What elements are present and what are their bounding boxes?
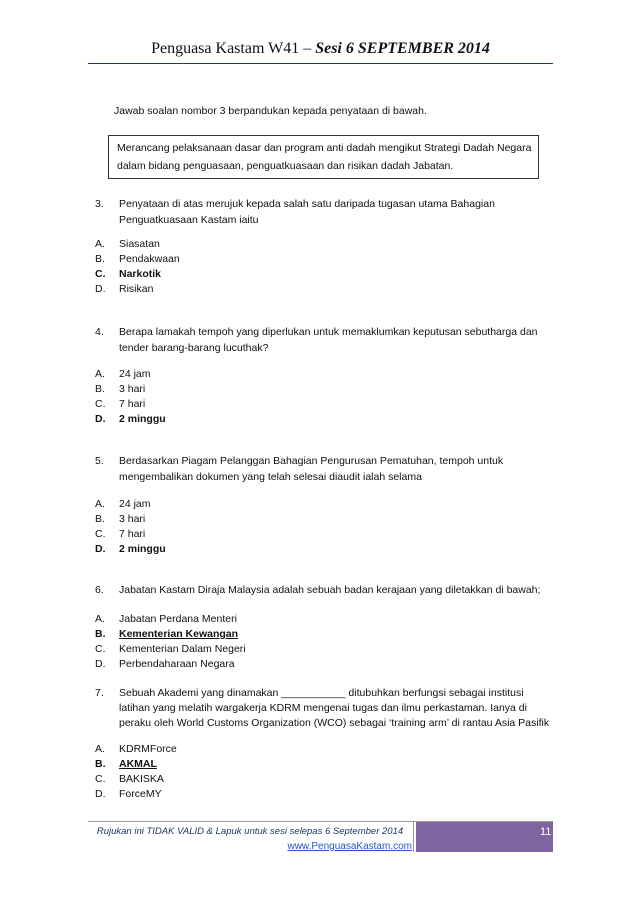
option-a — [95, 743, 177, 756]
option-text: 7 hari — [119, 528, 146, 540]
option-text: 24 jam — [119, 368, 151, 380]
option-b-answer — [95, 628, 238, 641]
page-number-box — [416, 822, 553, 852]
option-c — [95, 643, 246, 656]
page-header — [88, 40, 553, 58]
option-d-answer — [95, 413, 166, 426]
question-number: 5. — [95, 455, 104, 467]
footer-website-link[interactable]: www.PenguasaKastam.com — [287, 841, 412, 852]
option-letter: C. — [95, 643, 106, 655]
question-line: Berdasarkan Piagam Pelanggan Bahagian Pengurusan Pematuhan, tempoh untuk — [119, 455, 504, 467]
option-c — [95, 398, 145, 411]
footer-disclaimer: Rujukan ini TIDAK VALID & Lapuk untuk sesi selepas 6 September 2014 — [96, 826, 404, 837]
option-text: 2 minggu — [119, 413, 166, 425]
option-letter: A. — [95, 743, 105, 755]
option-text: Narkotik — [119, 268, 162, 280]
option-text: Siasatan — [119, 238, 160, 250]
option-text: 3 hari — [119, 383, 146, 395]
option-b — [95, 383, 145, 396]
option-d — [95, 283, 153, 296]
option-letter: A. — [95, 238, 105, 250]
question-line: latihan yang melatih wargakerja KDRM mengenai tugas dan ilmu perkastaman. Ianya di — [119, 702, 527, 714]
option-letter: C. — [95, 528, 106, 540]
option-c — [95, 528, 145, 541]
option-letter: B. — [95, 253, 105, 265]
option-text: Risikan — [119, 283, 154, 295]
option-letter: B. — [95, 628, 106, 640]
header-divider — [88, 63, 553, 64]
option-text: 3 hari — [119, 513, 146, 525]
question-line: Penyataan di atas merujuk kepada salah satu daripada tugasan utama Bahagian — [119, 198, 495, 210]
question-number: 7. — [95, 687, 104, 699]
option-c-answer — [95, 268, 161, 281]
option-letter: C. — [95, 268, 106, 280]
option-c — [95, 773, 164, 786]
question-7 — [95, 686, 555, 734]
footer-separator — [413, 822, 414, 852]
option-d-answer — [95, 543, 166, 556]
option-text: BAKISKA — [119, 773, 164, 785]
option-a — [95, 613, 237, 626]
statement-line-2: dalam bidang penguasaan, penguatkuasaan dan risikan dadah Jabatan. — [117, 160, 454, 172]
question-number: 4. — [95, 326, 104, 338]
question-5 — [95, 454, 545, 486]
option-letter: A. — [95, 368, 105, 380]
option-letter: D. — [95, 543, 106, 555]
question-line: Sebuah Akademi yang dinamakan ___________ ditubuhkan berfungsi sebagai institusi — [119, 687, 524, 699]
option-text: Perbendaharaan Negara — [119, 658, 235, 670]
option-text: 7 hari — [119, 398, 146, 410]
option-text: ForceMY — [119, 788, 162, 800]
option-a — [95, 498, 151, 511]
question-number: 6. — [95, 584, 104, 596]
option-b — [95, 513, 145, 526]
option-letter: D. — [95, 413, 106, 425]
option-a — [95, 238, 160, 251]
page-number: 11 — [540, 826, 552, 838]
option-a — [95, 368, 151, 381]
option-letter: B. — [95, 758, 106, 770]
statement-line-1: Merancang pelaksanaan dasar dan program anti dadah mengikut Strategi Dadah Negara — [117, 142, 532, 154]
option-text: Jabatan Perdana Menteri — [119, 613, 237, 625]
option-text: KDRMForce — [119, 743, 177, 755]
question-line: tender barang-barang lucuthak? — [119, 342, 269, 354]
question-line: Jabatan Kastam Diraja Malaysia adalah sebuah badan kerajaan yang diletakkan di bawah; — [119, 584, 541, 596]
question-4 — [95, 325, 545, 357]
header-title: Penguasa Kastam W41 – — [151, 40, 316, 57]
option-letter: D. — [95, 283, 106, 295]
option-d — [95, 658, 235, 671]
option-text: Pendakwaan — [119, 253, 180, 265]
option-letter: D. — [95, 658, 106, 670]
instruction-text: Jawab soalan nombor 3 berpandukan kepada penyataan di bawah. — [114, 105, 427, 117]
question-line: mengembalikan dokumen yang telah selesai diaudit ialah selama — [119, 471, 422, 483]
question-6 — [95, 583, 555, 599]
option-letter: B. — [95, 513, 105, 525]
option-letter: B. — [95, 383, 105, 395]
option-letter: A. — [95, 498, 105, 510]
option-letter: C. — [95, 398, 106, 410]
option-b-answer — [95, 758, 157, 771]
question-line: peraku oleh World Customs Organization (WCO) sebagai ‘training arm’ di rantau Asia Pasifik — [119, 717, 550, 729]
option-text: 24 jam — [119, 498, 151, 510]
option-text: Kementerian Kewangan — [119, 628, 239, 640]
option-letter: D. — [95, 788, 106, 800]
statement-box — [108, 135, 539, 179]
option-text: Kementerian Dalam Negeri — [119, 643, 246, 655]
question-line: Penguatkuasaan Kastam iaitu — [119, 214, 259, 226]
option-d — [95, 788, 162, 801]
option-b — [95, 253, 180, 266]
question-number: 3. — [95, 198, 104, 210]
question-3 — [95, 197, 545, 229]
question-line: Berapa lamakah tempoh yang diperlukan untuk memaklumkan keputusan sebutharga dan — [119, 326, 538, 338]
option-letter: A. — [95, 613, 105, 625]
header-session: Sesi 6 SEPTEMBER 2014 — [315, 40, 490, 57]
option-text: AKMAL — [119, 758, 157, 770]
option-text: 2 minggu — [119, 543, 166, 555]
option-letter: C. — [95, 773, 106, 785]
